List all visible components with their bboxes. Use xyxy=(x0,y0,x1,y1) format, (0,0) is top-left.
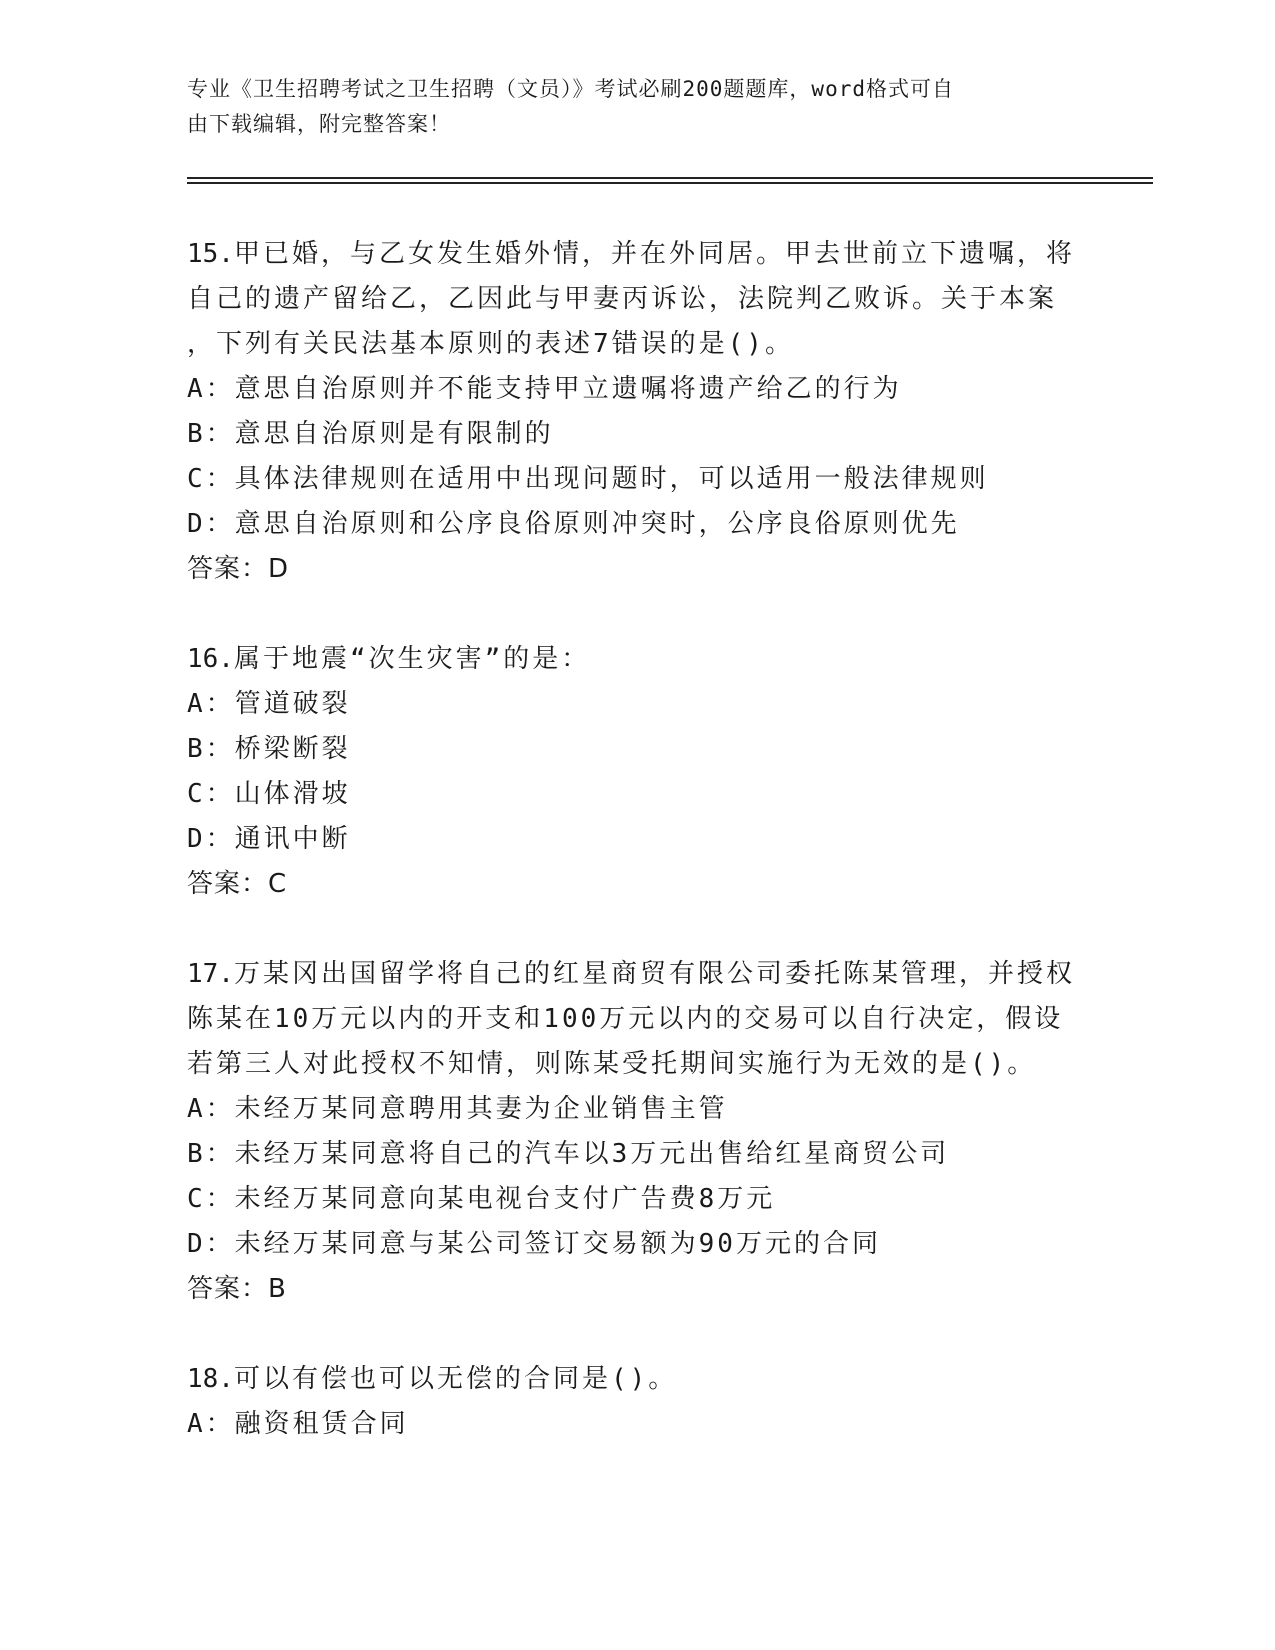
option-a: A：未经万某同意聘用其妻为企业销售主管 xyxy=(187,1094,728,1124)
question-15 xyxy=(187,232,1087,592)
question-stem-line: 若第三人对此授权不知情，则陈某受托期间实施行为无效的是()。 xyxy=(187,1049,1037,1079)
question-stem xyxy=(187,637,1087,682)
header-line-2: 由下载编辑，附完整答案！ xyxy=(187,112,451,136)
answer: 答案：D xyxy=(187,554,290,584)
question-stem-line: 陈某在10万元以内的开支和100万元以内的交易可以自行决定，假设 xyxy=(187,1004,1064,1034)
question-16 xyxy=(187,637,1087,907)
header-divider-top xyxy=(187,177,1153,179)
document-header xyxy=(187,72,1087,142)
question-stem-line: 自己的遗产留给乙，乙因此与甲妻丙诉讼，法院判乙败诉。关于本案 xyxy=(187,284,1058,314)
answer: 答案：C xyxy=(187,869,288,899)
option-c: C：未经万某同意向某电视台支付广告费8万元 xyxy=(187,1184,776,1214)
option-d: D：意思自治原则和公序良俗原则冲突时，公序良俗原则优先 xyxy=(187,509,960,539)
option-a: A：管道破裂 xyxy=(187,689,351,719)
question-stem-line: 属于地震“次生灾害”的是： xyxy=(233,644,591,674)
question-stem xyxy=(187,232,1087,277)
question-stem-line: 万某冈出国留学将自己的红星商贸有限公司委托陈某管理，并授权 xyxy=(233,959,1075,989)
option-b: B：意思自治原则是有限制的 xyxy=(187,419,554,449)
header-divider-bottom xyxy=(187,182,1153,184)
option-c: C：具体法律规则在适用中出现问题时，可以适用一般法律规则 xyxy=(187,464,989,494)
question-18 xyxy=(187,1357,1087,1447)
question-stem-line: 可以有偿也可以无偿的合同是()。 xyxy=(233,1364,678,1394)
question-number: 15. xyxy=(187,239,234,269)
question-list xyxy=(187,232,1087,1492)
question-number: 18. xyxy=(187,1364,234,1394)
option-c: C：山体滑坡 xyxy=(187,779,351,809)
option-b: B：未经万某同意将自己的汽车以3万元出售给红星商贸公司 xyxy=(187,1139,950,1169)
question-number: 16. xyxy=(187,644,234,674)
question-stem xyxy=(187,1357,1087,1402)
question-stem-line: ，下列有关民法基本原则的表述7错误的是()。 xyxy=(187,329,794,359)
question-number: 17. xyxy=(187,959,234,989)
option-d: D：未经万某同意与某公司签订交易额为90万元的合同 xyxy=(187,1229,881,1259)
question-stem-line: 甲已婚，与乙女发生婚外情，并在外同居。甲去世前立下遗嘱，将 xyxy=(233,239,1075,269)
option-b: B：桥梁断裂 xyxy=(187,734,351,764)
option-a: A：意思自治原则并不能支持甲立遗嘱将遗产给乙的行为 xyxy=(187,374,902,404)
option-a: A：融资租赁合同 xyxy=(187,1409,409,1439)
option-d: D：通讯中断 xyxy=(187,824,351,854)
header-line-1: 专业《卫生招聘考试之卫生招聘（文员）》考试必刷200题题库，word格式可自 xyxy=(187,77,954,101)
question-17 xyxy=(187,952,1087,1312)
question-stem xyxy=(187,952,1087,997)
answer: 答案：B xyxy=(187,1274,287,1304)
